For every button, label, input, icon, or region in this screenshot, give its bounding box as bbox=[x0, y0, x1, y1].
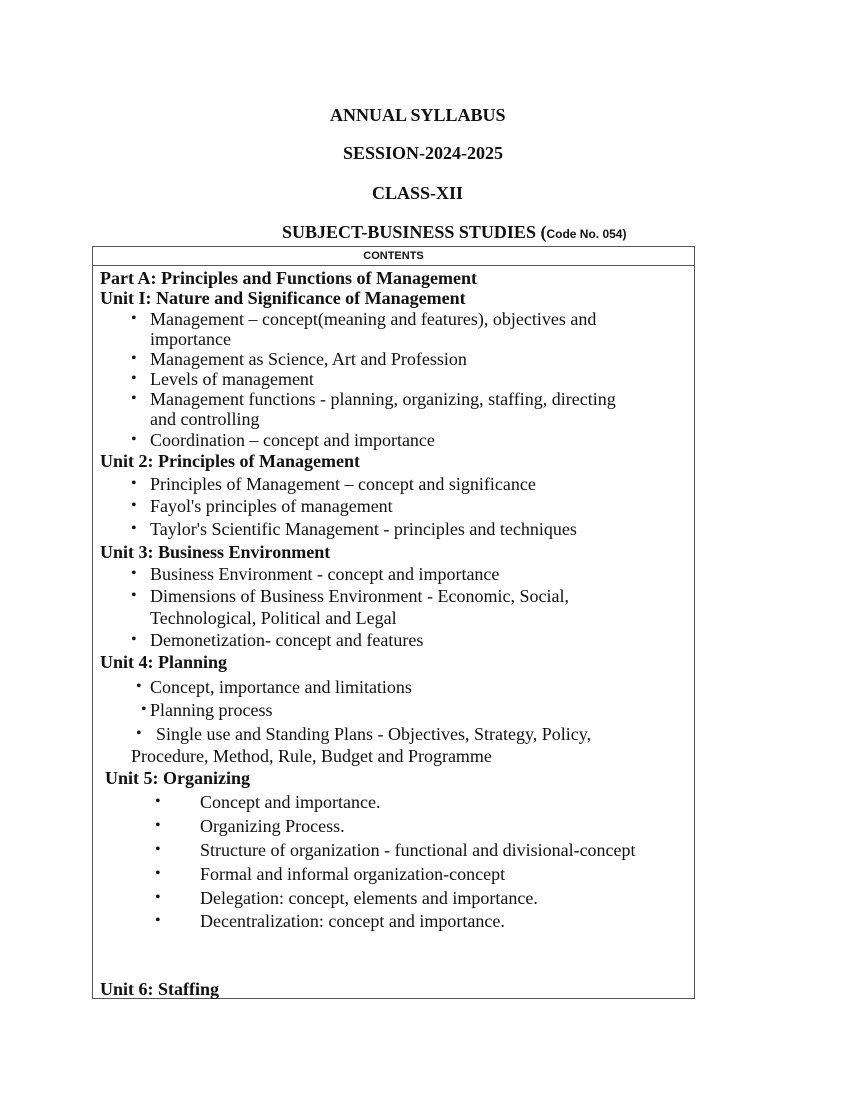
doc-title: ANNUAL SYLLABUS bbox=[330, 105, 506, 125]
list-item: Planning process bbox=[150, 700, 273, 720]
list-item: Concept and importance. bbox=[200, 792, 381, 812]
bullet-icon: • bbox=[155, 865, 161, 882]
list-item: Management functions - planning, organizing, staffing, directing bbox=[150, 389, 616, 409]
bullet-icon: • bbox=[131, 631, 137, 648]
list-item: Management as Science, Art and Profession bbox=[150, 349, 467, 369]
section-heading: Unit I: Nature and Significance of Management bbox=[100, 288, 466, 308]
list-item: Technological, Political and Legal bbox=[150, 608, 397, 628]
list-item: Procedure, Method, Rule, Budget and Programme bbox=[131, 746, 492, 766]
list-item: importance bbox=[150, 329, 231, 349]
bullet-icon: • bbox=[155, 793, 161, 810]
bullet-icon: • bbox=[131, 587, 137, 604]
bullet-icon: • bbox=[131, 370, 137, 387]
bullet-icon: • bbox=[155, 889, 161, 906]
bullet-icon: • bbox=[131, 475, 137, 492]
list-item: Delegation: concept, elements and importance. bbox=[200, 888, 538, 908]
bullet-icon: • bbox=[131, 565, 137, 582]
bullet-icon: • bbox=[155, 912, 161, 929]
list-item: Single use and Standing Plans - Objectives, Strategy, Policy, bbox=[156, 724, 592, 744]
contents-header: CONTENTS bbox=[93, 247, 694, 266]
list-item: and controlling bbox=[150, 409, 260, 429]
list-item: Decentralization: concept and importance. bbox=[200, 911, 505, 931]
bullet-icon: • bbox=[131, 520, 137, 537]
section-heading: Unit 3: Business Environment bbox=[100, 542, 331, 562]
bullet-icon: • bbox=[131, 310, 137, 327]
subject-code: Code No. 054) bbox=[546, 227, 627, 241]
section-heading: Part A: Principles and Functions of Management bbox=[100, 268, 477, 288]
section-heading: Unit 2: Principles of Management bbox=[100, 451, 360, 471]
list-item: Coordination – concept and importance bbox=[150, 430, 435, 450]
section-heading: Unit 5: Organizing bbox=[105, 768, 251, 788]
bullet-icon: • bbox=[131, 431, 137, 448]
class-label: CLASS-XII bbox=[372, 183, 464, 203]
section-heading: Unit 4: Planning bbox=[100, 652, 228, 672]
bullet-icon: • bbox=[131, 350, 137, 367]
subject-heading bbox=[282, 222, 626, 244]
list-item: Principles of Management – concept and significance bbox=[150, 474, 536, 494]
list-item: Levels of management bbox=[150, 369, 314, 389]
list-item: Taylor's Scientific Management - principles and techniques bbox=[150, 519, 577, 539]
list-item: Structure of organization - functional and divisional-concept bbox=[200, 840, 636, 860]
subject-label: SUBJECT-BUSINESS STUDIES ( bbox=[282, 222, 547, 242]
list-item: Fayol's principles of management bbox=[150, 496, 393, 516]
list-item: Concept, importance and limitations bbox=[150, 677, 412, 697]
bullet-icon: • bbox=[131, 497, 137, 514]
section-heading: Unit 6: Staffing bbox=[100, 979, 220, 999]
session-label: SESSION-2024-2025 bbox=[343, 143, 504, 163]
bullet-icon: • bbox=[136, 725, 142, 742]
list-item: Organizing Process. bbox=[200, 816, 345, 836]
bullet-icon: • bbox=[155, 817, 161, 834]
list-item: Management – concept(meaning and features), objectives and bbox=[150, 309, 597, 329]
bullet-icon: • bbox=[141, 701, 147, 718]
bullet-icon: • bbox=[136, 678, 142, 695]
list-item: Formal and informal organization-concept bbox=[200, 864, 506, 884]
list-item: Demonetization- concept and features bbox=[150, 630, 424, 650]
list-item: Business Environment - concept and importance bbox=[150, 564, 500, 584]
bullet-icon: • bbox=[155, 841, 161, 858]
list-item: Dimensions of Business Environment - Economic, Social, bbox=[150, 586, 569, 606]
bullet-icon: • bbox=[131, 390, 137, 407]
